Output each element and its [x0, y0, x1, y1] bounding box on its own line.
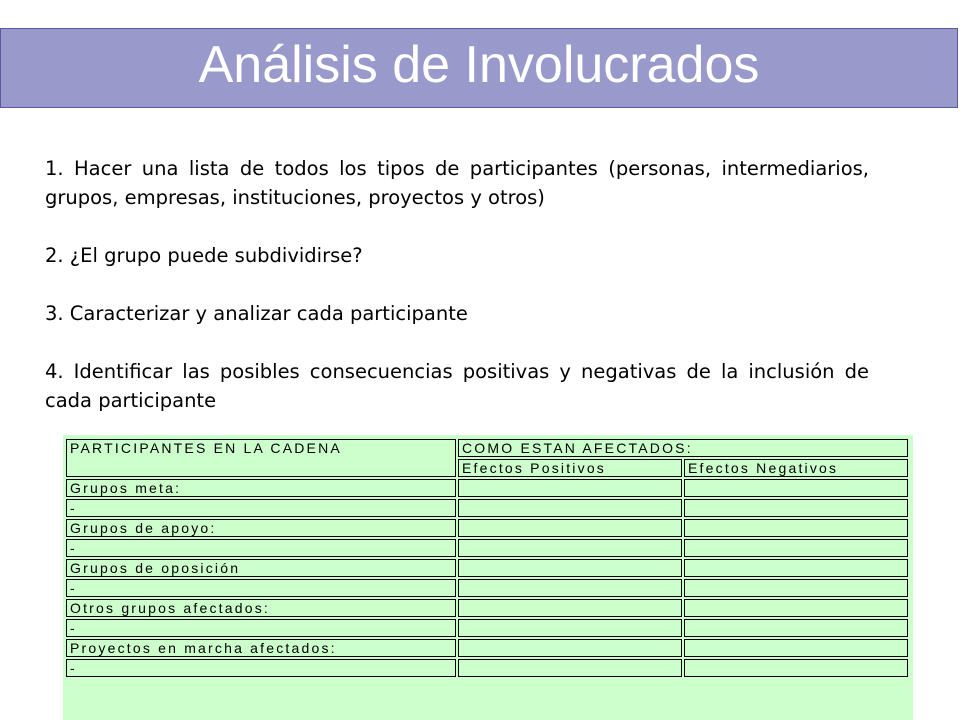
row-label: Grupos meta:: [66, 479, 456, 497]
positive-cell: [458, 519, 682, 537]
negative-cell: [684, 479, 908, 497]
step-item: 2. ¿El grupo puede subdividirse?: [45, 244, 363, 267]
row-label: -: [66, 499, 456, 517]
negative-cell: [684, 539, 908, 557]
negative-cell: [684, 579, 908, 597]
row-label: Grupos de oposición: [66, 559, 456, 577]
title-banner: [0, 28, 958, 108]
header-participants: PARTICIPANTES EN LA CADENA: [66, 439, 456, 477]
negative-cell: [684, 659, 908, 677]
table-row: [66, 659, 908, 677]
row-label: Otros grupos afectados:: [66, 599, 456, 617]
row-label: -: [66, 539, 456, 557]
slide-title: Análisis de Involucrados: [198, 36, 760, 94]
positive-cell: [458, 599, 682, 617]
negative-cell: [684, 619, 908, 637]
table-row: [66, 499, 908, 517]
table-row: [66, 579, 908, 597]
positive-cell: [458, 579, 682, 597]
step-item: 4. Identificar las posibles consecuencias positivas y negativas de la inclusión de cada participante: [45, 360, 869, 412]
negative-cell: [684, 499, 908, 517]
stakeholder-grid: [64, 437, 910, 679]
negative-cell: [684, 559, 908, 577]
positive-cell: [458, 479, 682, 497]
table-row: [66, 479, 908, 497]
row-label: -: [66, 579, 456, 597]
header-negative-effects: Efectos Negativos: [684, 459, 908, 477]
table-row: [66, 639, 908, 657]
negative-cell: [684, 639, 908, 657]
step-item: 3. Caracterizar y analizar cada participante: [45, 302, 468, 325]
row-label: Proyectos en marcha afectados:: [66, 639, 456, 657]
row-label: -: [66, 659, 456, 677]
table-row: [66, 619, 908, 637]
table-header-row: [66, 439, 908, 457]
table-row: [66, 599, 908, 617]
row-label: -: [66, 619, 456, 637]
stakeholder-table: [63, 435, 913, 720]
step-item: 1. Hacer una lista de todos los tipos de participantes (personas, intermediarios, grupos, empresas, instituciones, proyectos y otros): [45, 157, 869, 209]
positive-cell: [458, 639, 682, 657]
steps-list: [45, 154, 869, 415]
header-positive-effects: Efectos Positivos: [458, 459, 682, 477]
negative-cell: [684, 599, 908, 617]
positive-cell: [458, 559, 682, 577]
positive-cell: [458, 659, 682, 677]
header-affected: COMO ESTAN AFECTADOS:: [458, 439, 908, 457]
table-row: [66, 519, 908, 537]
positive-cell: [458, 499, 682, 517]
positive-cell: [458, 539, 682, 557]
table-row: [66, 559, 908, 577]
positive-cell: [458, 619, 682, 637]
table-row: [66, 539, 908, 557]
row-label: Grupos de apoyo:: [66, 519, 456, 537]
negative-cell: [684, 519, 908, 537]
